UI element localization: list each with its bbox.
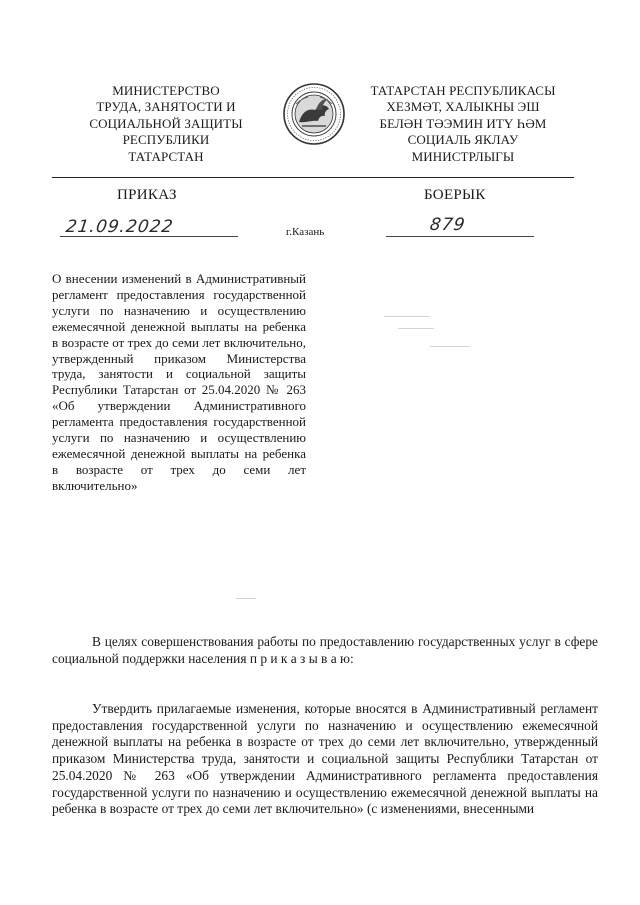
ministry-name-tt-line: БЕЛӘН ТӘЭМИН ИТҮ ҺӘМ [379,115,547,131]
scan-artifact [384,316,430,317]
ministry-name-ru-line: МИНИСТЕРСТВО [112,83,220,98]
ministry-name-tt [356,83,570,165]
preamble-paragraph [52,634,598,667]
ministry-name-ru [68,83,264,165]
ministry-name-ru-line: РЕСПУБЛИКИ [122,132,210,148]
ministry-name-tt-line: СОЦИАЛЬ ЯКЛАУ [407,132,519,148]
order-subject: О внесении изменений в Административный регламент предоставления государственной услуги по назначению и осуществлению ежемесячной денежной выплаты на ребенка в возрасте от трех до семи лет включительно, утвержденный приказом Министерства труда, занятости и социальной защиты Республики Татарстан от 25.04.2020 № 263 «Об утверждении Административного регламента предоставления государственной услуги по назначению и осуществлению ежемесячной денежной выплаты на ребенка в возрасте от трех до семи лет включительно» [52,271,306,493]
ministry-name-ru-line: ТРУДА, ЗАНЯТОСТИ И [96,99,236,115]
scan-artifact [398,328,434,329]
handwritten-number: 879 [428,215,467,235]
ministry-name-tt-line: ТАТАРСТАН РЕСПУБЛИКАСЫ [370,83,556,98]
scan-artifact [236,598,256,599]
ministry-name-tt-line: МИНИСТРЛЫГЫ [411,148,515,164]
order-paragraph-1: Утвердить прилагаемые изменения, которые вносятся в Административный регламент предоставления государственной услуги по назначению и осуществлению ежемесячной денежной выплаты на ребенка в возрасте от трех до семи лет включительно, утвержденный приказом Министерства труда, занятости и социальной защиты Республики Татарстан от 25.04.2020 № 263 «Об утверждении Административного регламента предоставления государственной услуги по назначению и осуществлению ежемесячной денежной выплаты на ребенка в возрасте от трех до семи лет включительно» (с изменениями, внесенными [52,701,598,817]
date-underline [60,236,238,237]
scan-artifact [430,346,470,347]
tatarstan-emblem-icon [282,82,346,146]
number-underline [386,236,534,237]
ministry-name-ru-line: СОЦИАЛЬНОЙ ЗАЩИТЫ [89,115,243,131]
handwritten-date: 21.09.2022 [64,217,175,237]
doc-title-ru: ПРИКАЗ [117,187,177,203]
header-divider [52,177,574,178]
order-keyword: п р и к а з ы в а ю: [249,650,354,666]
ministry-name-tt-line: ХЕЗМӘТ, ХАЛЫКНЫ ЭШ [386,99,540,115]
preamble-text: В целях совершенствования работы по предоставлению государственных услуг в сфере социальной поддержки населения [52,634,598,666]
city-label: г.Казань [286,226,325,238]
doc-title-tt: БОЕРЫК [424,187,486,203]
ministry-name-ru-line: ТАТАРСТАН [128,148,204,164]
